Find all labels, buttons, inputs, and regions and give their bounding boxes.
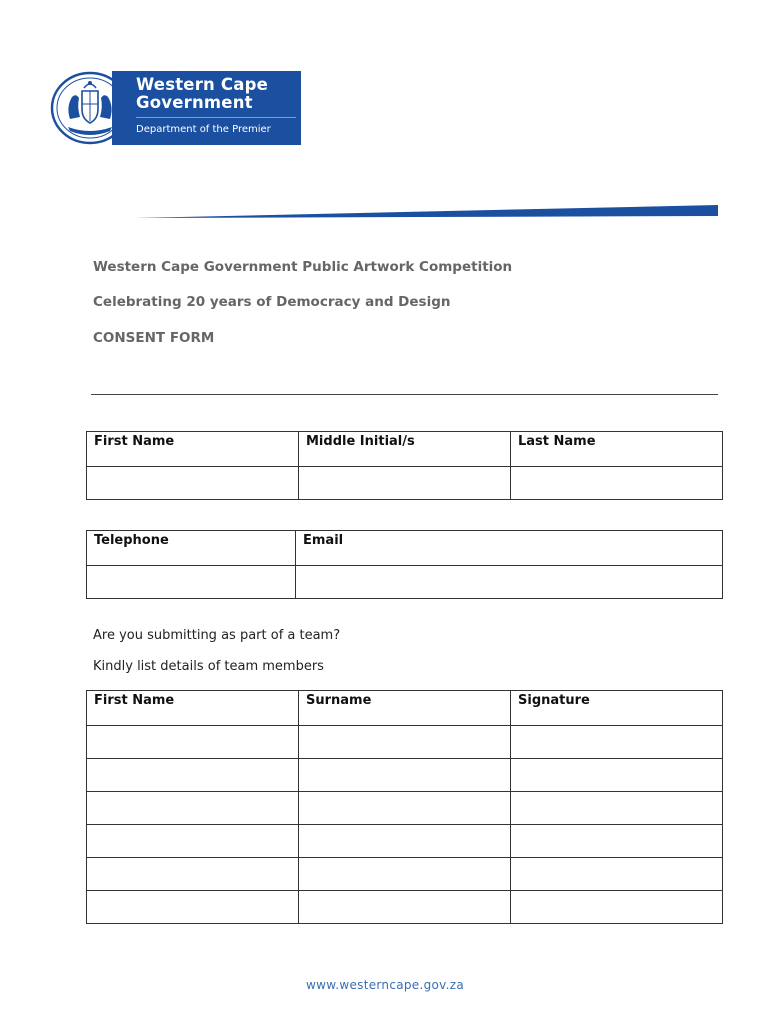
team-surname-field[interactable] bbox=[299, 858, 511, 891]
table-row bbox=[87, 759, 723, 792]
table-row bbox=[87, 726, 723, 759]
table-row bbox=[87, 432, 723, 467]
team-signature-field[interactable] bbox=[511, 726, 723, 759]
form-name: CONSENT FORM bbox=[93, 330, 215, 346]
header-team-signature: Signature bbox=[511, 691, 723, 726]
team-signature-field[interactable] bbox=[511, 825, 723, 858]
team-first-name-field[interactable] bbox=[87, 726, 299, 759]
team-first-name-field[interactable] bbox=[87, 891, 299, 924]
team-first-name-field[interactable] bbox=[87, 825, 299, 858]
table-row bbox=[87, 858, 723, 891]
middle-initials-field[interactable] bbox=[299, 467, 511, 500]
table-row bbox=[87, 825, 723, 858]
table-row bbox=[87, 691, 723, 726]
table-row bbox=[87, 531, 723, 566]
header-telephone: Telephone bbox=[87, 531, 296, 566]
team-signature-field[interactable] bbox=[511, 759, 723, 792]
email-field[interactable] bbox=[296, 566, 723, 599]
table-row bbox=[87, 566, 723, 599]
name-table bbox=[86, 431, 723, 500]
logo-line-2: Government bbox=[136, 93, 253, 112]
team-members-table bbox=[86, 690, 723, 924]
telephone-field[interactable] bbox=[87, 566, 296, 599]
header-team-first-name: First Name bbox=[87, 691, 299, 726]
logo-line-3: Department of the Premier bbox=[136, 124, 271, 135]
team-first-name-field[interactable] bbox=[87, 792, 299, 825]
section-divider bbox=[91, 394, 718, 395]
header-swoosh bbox=[0, 0, 770, 230]
logo-line-1: Western Cape bbox=[136, 75, 268, 94]
header-last-name: Last Name bbox=[511, 432, 723, 467]
team-surname-field[interactable] bbox=[299, 759, 511, 792]
team-first-name-field[interactable] bbox=[87, 759, 299, 792]
header-team-surname: Surname bbox=[299, 691, 511, 726]
header-email: Email bbox=[296, 531, 723, 566]
team-surname-field[interactable] bbox=[299, 726, 511, 759]
last-name-field[interactable] bbox=[511, 467, 723, 500]
team-surname-field[interactable] bbox=[299, 792, 511, 825]
team-signature-field[interactable] bbox=[511, 858, 723, 891]
table-row bbox=[87, 891, 723, 924]
competition-subtitle: Celebrating 20 years of Democracy and Design bbox=[93, 294, 451, 310]
table-row bbox=[87, 467, 723, 500]
team-first-name-field[interactable] bbox=[87, 858, 299, 891]
team-signature-field[interactable] bbox=[511, 792, 723, 825]
header-middle-initials: Middle Initial/s bbox=[299, 432, 511, 467]
footer-website-link[interactable]: www.westerncape.gov.za bbox=[306, 978, 464, 992]
contact-table bbox=[86, 530, 723, 599]
team-surname-field[interactable] bbox=[299, 891, 511, 924]
team-question: Are you submitting as part of a team? bbox=[93, 628, 341, 643]
table-row bbox=[87, 792, 723, 825]
header-first-name: First Name bbox=[87, 432, 299, 467]
team-signature-field[interactable] bbox=[511, 891, 723, 924]
first-name-field[interactable] bbox=[87, 467, 299, 500]
team-instruction: Kindly list details of team members bbox=[93, 659, 324, 674]
team-surname-field[interactable] bbox=[299, 825, 511, 858]
competition-title: Western Cape Government Public Artwork Competition bbox=[93, 259, 513, 275]
